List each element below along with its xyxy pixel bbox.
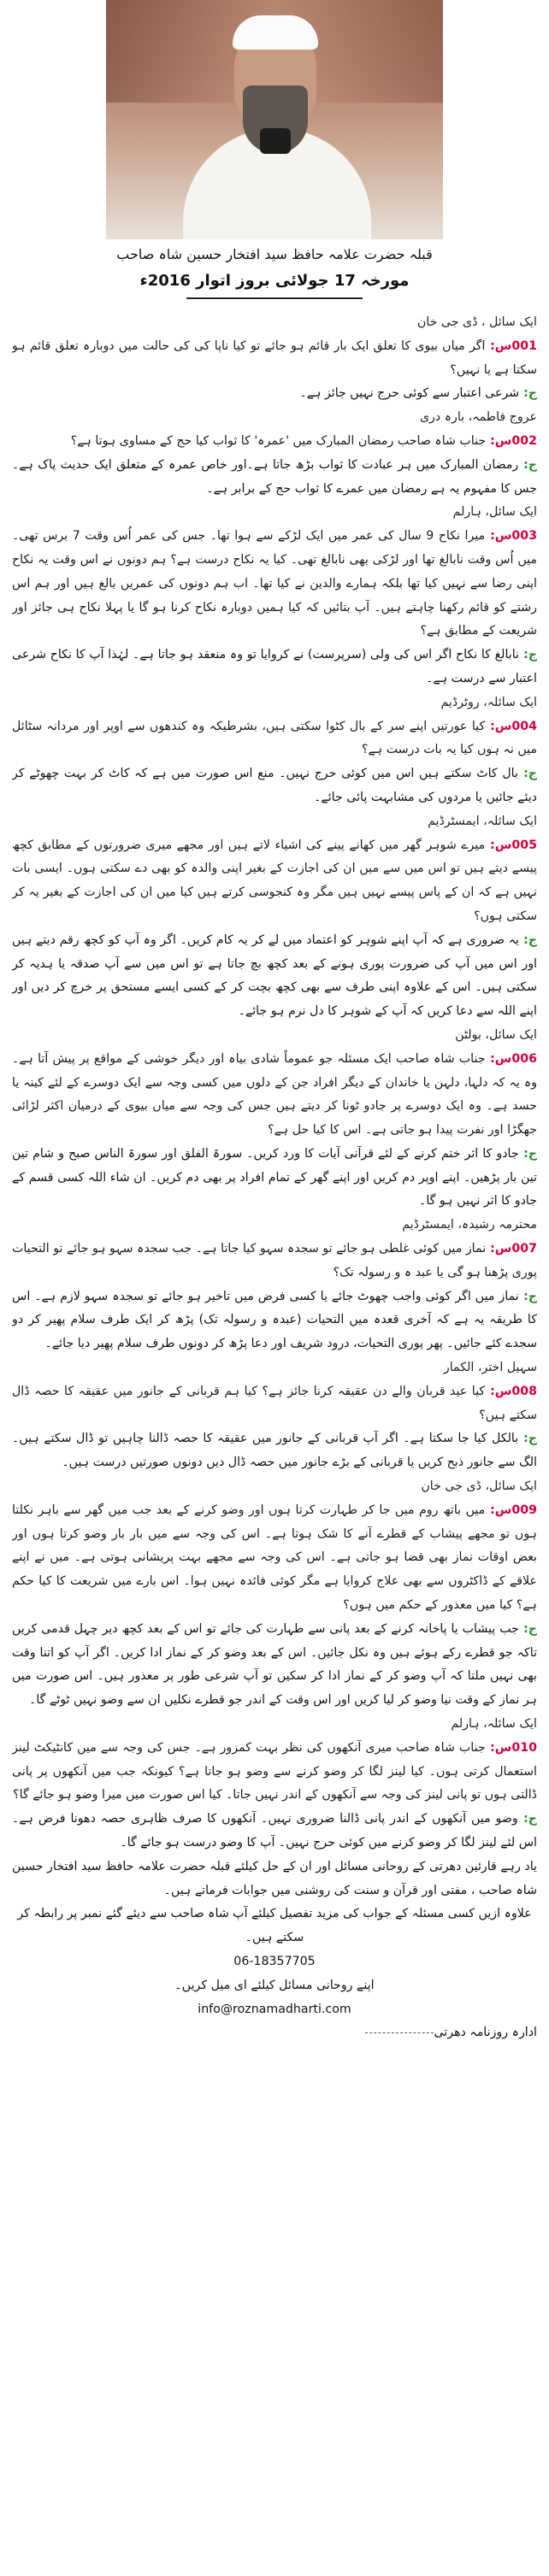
question-asker: ایک سائل، بولٹن [455,1027,537,1042]
answer: ج: نابالغ کا نکاح اگر اس کی ولی (سرپرست) نے کروایا تو وہ منعقد ہو جاتا ہے۔ لہٰذا آپ کا نکاح شرعی اعتبار سے درست ہے۔ [12,648,537,685]
question: 003س: میرا نکاح 9 سال کی عمر میں ایک لڑکے سے ہوا تھا۔ جس کی عمر اُس وقت 7 برس تھی۔ میں اُس وقت نابالغ تھا اور لڑکی بھی نابالغ تھی۔ کیا یہ نکاح درست ہے؟ ہم دونوں نے اس وقت یہ نکاح اپنی رضا سے نہیں کیا تھا بلکہ ہمارے والدین نے کیا تھا۔ اب ہم دونوں کی عمریں بالغ ہیں اور ہم اس رشتے کو قائم رکھنا چاہتے ہیں۔ آپ بتائیں کہ کیا ہمیں دوبارہ نکاح کرنا ہو گا یا پہلا نکاح ہی جائز اور شریعت کے مطابق ہے؟ [12,529,537,638]
question-text: اگر میاں بیوی کا تعلق ایک بار قائم ہو جائے تو کیا ناپا کی کی حالت میں دوبارہ تعلق قائم ہو سکتا ہے یا نہیں؟ [12,338,537,377]
question-number: 007 [511,1242,537,1256]
photo-cap [233,15,318,50]
photo-caption-name: قبلہ حضرت علامہ حافظ سید افتخار حسین شاہ صاحب [116,246,433,262]
answer-text: نماز میں اگر کوئی واجب چھوٹ جائے یا کسی فرض میں تاخیر ہو جائے تو سجدہ سہو لازم ہے۔ اس کا طریقہ یہ ہے کہ آخری قعدہ میں التحیات (عبدہ و رسولہ تک) پڑھ کر ایک طرف سلام پھیر کر دو سجدے کئے جائیں۔ پھر پوری التحیات، درود شریف اور دعا پڑھ کر دونوں طرف سلام پھیر دیا جائے۔ [12,1289,537,1351]
answer-text: یہ ضروری ہے کہ آپ اپنے شوہر کو اعتماد میں لے کر یہ کام کریں۔ اگر وہ آپ کو کچھ رقم دیتے ہیں اور اس میں آپ کی ضرورت پوری ہونے کے بعد کچھ بچ جاتا ہے تو اس میں سے آپ صدقہ یا ہدیہ کر سکتی ہیں۔ اس کے علاوہ اپنی طرف سے بھی کچھ بچت کر کے کسی ایسے مستحق پر خرچ کر دیں اور اپنے اللہ سے دعا کریں کہ آپ کے شوہر کا دل نرم ہو جائے۔ [12,932,537,1019]
question-number: 009 [511,1503,537,1517]
question-asker: عروج فاطمہ، بارہ دری [419,410,537,425]
question-asker: ایک سائل، ڈی جی خان [421,1479,537,1494]
question: 002س: جناب شاہ صاحب رمضان المبارک میں 'عمرہ' کا ثواب کیا حج کے مساوی ہوتا ہے؟ [70,433,537,448]
question-asker: سہیل اختر، الکمار [443,1361,537,1375]
question: 001س: اگر میاں بیوی کا تعلق ایک بار قائم ہو جائے تو کیا ناپا کی کی حالت میں دوبارہ تعلق قائم ہو سکتا ہے یا نہیں؟ [12,338,537,377]
question: 006س: جناب شاہ صاحب ایک مسئلہ جو عموماً شادی بیاہ اور دیگر خوشی کے مواقع پر پیش آتا ہے۔ وہ یہ کہ دلہا، دلہن یا خاندان کے دیگر افراد جن کے دلوں میں کسی وجہ سے ایک دوسرے کے لئے کینہ یا حسد ہے۔ وہ ایک دوسرے پر جادو ٹونا کر دیتے ہیں جس کی وجہ سے میاں بیوی کے درمیان اکثر لڑائی جھگڑا اور نفرت پیدا ہو جاتی ہے۔ اس کا کیا حل ہے؟ [12,1051,537,1138]
question-asker: محترمہ رشیدہ، ایمسٹرڈیم [402,1218,537,1232]
question-asker: ایک سائل ، ڈی جی خان [416,315,537,329]
portrait-photo [106,0,443,239]
question: 008س: کیا عید قربان والے دن عقیقہ کرنا جائز ہے؟ کیا ہم قربانی کے جانور میں عقیقہ کا حصہ ڈال سکتے ہیں؟ [12,1384,537,1422]
question-number: 003 [511,529,537,544]
question: 007س: نماز میں کوئی غلطی ہو جائے تو سجدہ سہو کیا جاتا ہے۔ جب سجدہ سہو ہو جائے تو التحیات پوری پڑھنا ہو گی یا عبد ہ و رسولہ تک؟ [12,1242,537,1279]
question-text: کیا عید قربان والے دن عقیقہ کرنا جائز ہے؟ کیا ہم قربانی کے جانور میں عقیقہ کا حصہ ڈال سکتے ہیں؟ [12,1384,537,1422]
question-text: میرا نکاح 9 سال کی عمر میں ایک لڑکے سے ہوا تھا۔ جس کی عمر اُس وقت 7 برس تھی۔ میں اُس وقت نابالغ تھا اور لڑکی بھی نابالغ تھی۔ کیا یہ نکاح درست ہے؟ ہم دونوں نے اس وقت یہ نکاح اپنی رضا سے نہیں کیا تھا بلکہ ہمارے والدین نے کیا تھا۔ اب ہم دونوں کی عمریں بالغ ہیں اور ہم اس رشتے کو قائم رکھنا چاہتے ہیں۔ آپ بتائیں کہ کیا ہمیں دوبارہ نکاح کرنا ہو گا یا پہلا نکاح ہی جائز اور شریعت کے مطابق ہے؟ [12,529,537,638]
question: 005س: میرے شوہر گھر میں کھانے پینے کی اشیاء لاتے ہیں اور مجھے میری ضرورتوں کے مطابق کچھ پیسے دیتے ہیں تو اس میں سے میں ان کی اجازت کے بغیر اپنی والدہ کو بھی دے سکتی ہوں۔ ایسی بات نہیں ہے کہ ان کے پاس پیسے نہیں ہیں مگر وہ کنجوسی کرتے ہیں کیا میں ان کی اجازت کے بغیر یہ کر سکتی ہوں؟ [12,838,537,923]
answer: ج: وضو میں آنکھوں کے اندر پانی ڈالنا ضروری نہیں۔ آنکھوں کا صرف ظاہری حصہ دھونا فرض ہے۔ اس لئے لینز لگا کر وضو کرنے میں کوئی حرج نہیں۔ آپ کا وضو درست ہو جائے گا۔ [12,1812,537,1850]
answer-text: رمضان المبارک میں ہر عبادت کا ثواب بڑھ جاتا ہے۔اور خاص عمرہ کے متعلق ایک حدیث پاک ہے۔جس کا مفہوم یہ ہے رمضان میں عمرے کا ثواب حج کے برابر ہے۔ [12,457,537,496]
footer-email-intro: اپنے روحانی مسائل کیلئے ای میل کریں۔ [174,1978,375,1992]
photo-caption-date: مورخہ 17 جولائی بروز اتوار 2016ء [139,272,410,290]
answer-text: جادو کا اثر ختم کرنے کے لئے قرآنی آیات کا ورد کریں۔ سورۃ الفلق اور سورۃ الناس صبح و شام تین تین بار پڑھیں۔ اپنے اوپر دم کریں اور اپنے گھر کے تمام افراد پر بھی دم کریں۔ ان شاء اللہ کسی قسم کے جادو کا اثر نہیں ہو گا۔ [12,1146,537,1209]
question-number: 004 [511,719,537,733]
question-asker: ایک سائلہ، ایمسٹرڈیم [428,814,537,828]
question: 009س: میں باتھ روم میں جا کر طہارت کرتا ہوں اور وضو کرنے کے بعد جب میں گھر سے باہر نکلتا ہوں تو مجھے پیشاب کے قطرے آنے کا شک ہوتا ہے۔ اس کی وجہ سے میں بار بار وضو کرتا ہوں اور بعض اوقات نماز بھی قضا ہو جاتی ہے۔ اس کی وجہ سے مجھے بہت پریشانی ہوتی ہے۔ میں نے اپنے علاقے کے ڈاکٹروں سے بھی علاج کروایا ہے مگر کوئی فائدہ نہیں ہوا۔ اس بارے میں شریعت کا کیا حکم ہے؟ کیا میں معذور کے حکم میں ہوں؟ [12,1503,537,1613]
footer-email-link[interactable]: info@roznamadharti.com [198,2002,351,2016]
question-number: 006 [511,1051,537,1066]
question-text: جناب شاہ صاحب ایک مسئلہ جو عموماً شادی بیاہ اور دیگر خوشی کے مواقع پر پیش آتا ہے۔ وہ یہ کہ دلہا، دلہن یا خاندان کے دیگر افراد جن کے دلوں میں کسی وجہ سے ایک دوسرے کے لئے کینہ یا حسد ہے۔ وہ ایک دوسرے پر جادو ٹونا کر دیتے ہیں جس کی وجہ سے میاں بیوی کے درمیان اکثر لڑائی جھگڑا اور نفرت پیدا ہو جاتی ہے۔ اس کا کیا حل ہے؟ [12,1051,537,1138]
answer: ج: جب پیشاب یا پاخانہ کرنے کے بعد پانی سے طہارت کی جائے تو اس کے بعد کچھ دیر چہل قدمی کریں تاکہ جو قطرے رکے ہوئے ہیں وہ نکل جائیں۔ اس کے بعد وضو کر کے نماز ادا کریں۔ اگر آپ کو اتنا وقت بھی نہیں ملتا کہ آپ وضو کر کے نماز ادا کر سکیں تو آپ شرعی طور پر معذور ہیں۔ اس صورت میں ہر نماز کے وقت نیا وضو کر لیا کریں اور اس وقت کے اندر جو قطرے نکلیں ان سے وضو نہیں ٹوٹے گا۔ [12,1621,537,1708]
footer-signature [12,2021,537,2045]
answer-text: جب پیشاب یا پاخانہ کرنے کے بعد پانی سے طہارت کی جائے تو اس کے بعد کچھ دیر چہل قدمی کریں تاکہ جو قطرے رکے ہوئے ہیں وہ نکل جائیں۔ اس کے بعد وضو کر کے نماز ادا کریں۔ اگر آپ کو اتنا وقت بھی نہیں ملتا کہ آپ وضو کر کے نماز ادا کر سکیں تو آپ شرعی طور پر معذور ہیں۔ اس صورت میں ہر نماز کے وقت نیا وضو کر لیا کریں اور اس وقت کے اندر جو قطرے نکلیں ان سے وضو نہیں ٹوٹے گا۔ [12,1621,537,1708]
answer-text: شرعی اعتبار سے کوئی حرج نہیں جائز ہے۔ [299,386,520,401]
answer: ج: یہ ضروری ہے کہ آپ اپنے شوہر کو اعتماد میں لے کر یہ کام کریں۔ اگر وہ آپ کو کچھ رقم دیتے ہیں اور اس میں آپ کی ضرورت پوری ہونے کے بعد کچھ بچ جاتا ہے تو اس میں سے آپ صدقہ یا ہدیہ کر سکتی ہیں۔ اس کے علاوہ اپنی طرف سے بھی کچھ بچت کر کے کسی ایسے مستحق پر خرچ کر دیں اور اپنے اللہ سے دعا کریں کہ آپ کے شوہر کا دل نرم ہو جائے۔ [12,932,537,1019]
question-text: جناب شاہ صاحب رمضان المبارک میں 'عمرہ' کا ثواب کیا حج کے مساوی ہوتا ہے؟ [70,433,487,448]
signature-text: ادارہ روزنامہ دھرتی [434,2026,537,2040]
answer: ج: نماز میں اگر کوئی واجب چھوٹ جائے یا کسی فرض میں تاخیر ہو جائے تو سجدہ سہو لازم ہے۔ اس کا طریقہ یہ ہے کہ آخری قعدہ میں التحیات (عبدہ و رسولہ تک) پڑھ کر ایک طرف سلام پھیر کر دو سجدے کئے جائیں۔ پھر پوری التحیات، درود شریف اور دعا پڑھ کر دونوں طرف سلام پھیر دیا جائے۔ [12,1289,537,1351]
question-text: میں باتھ روم میں جا کر طہارت کرتا ہوں اور وضو کرنے کے بعد جب میں گھر سے باہر نکلتا ہوں تو مجھے پیشاب کے قطرے آنے کا شک ہوتا ہے۔ اس کی وجہ سے میں بار بار وضو کرتا ہوں اور بعض اوقات نماز بھی قضا ہو جاتی ہے۔ اس کی وجہ سے مجھے بہت پریشانی ہوتی ہے۔ میں نے اپنے علاقے کے ڈاکٹروں سے بھی علاج کروایا ہے مگر کوئی فائدہ نہیں ہوا۔ اس بارے میں شریعت کا کیا حکم ہے؟ کیا میں معذور کے حکم میں ہوں؟ [12,1503,537,1613]
question-text: نماز میں کوئی غلطی ہو جائے تو سجدہ سہو کیا جاتا ہے۔ جب سجدہ سہو ہو جائے تو التحیات پوری پڑھنا ہو گی یا عبد ہ و رسولہ تک؟ [12,1242,537,1279]
answer: ج: شرعی اعتبار سے کوئی حرج نہیں جائز ہے۔ [299,386,537,401]
answer-text: نابالغ کا نکاح اگر اس کی ولی (سرپرست) نے کروایا تو وہ منعقد ہو جاتا ہے۔ لہٰذا آپ کا نکاح شرعی اعتبار سے درست ہے۔ [12,648,537,685]
answer-text: بالکل کیا جا سکتا ہے۔ اگر آپ قربانی کے جانور میں عقیقہ کا حصہ ڈالنا چاہیں تو ڈال سکتے ہیں۔ الگ سے جانور ذبح کریں یا قربانی کے بڑے جانور میں حصہ ڈال دیں دونوں صورتیں درست ہیں۔ [12,1432,537,1470]
answer: ج: بال کاٹ سکتے ہیں اس میں کوئی حرج نہیں۔ منع اس صورت میں ہے کہ کاٹ کر بہت چھوٹے کر دیئے جائیں یا مردوں کی مشابہت پائی جائے۔ [12,767,537,804]
question-number: 001 [511,338,537,353]
question-number: 008 [511,1384,537,1398]
answer: ج: جادو کا اثر ختم کرنے کے لئے قرآنی آیات کا ورد کریں۔ سورۃ الفلق اور سورۃ الناس صبح و شام تین تین بار پڑھیں۔ اپنے اوپر دم کریں اور اپنے گھر کے تمام افراد پر بھی دم کریں۔ ان شاء اللہ کسی قسم کے جادو کا اثر نہیں ہو گا۔ [12,1146,537,1209]
caption-underline [186,297,363,299]
footer-phone: 06-18357705 [233,1954,316,1968]
microphone-icon [260,128,291,154]
qa-article-body [12,311,537,2567]
question-number: 010 [511,1740,537,1755]
answer: ج: رمضان المبارک میں ہر عبادت کا ثواب بڑھ جاتا ہے۔اور خاص عمرہ کے متعلق ایک حدیث پاک ہے۔جس کا مفہوم یہ ہے رمضان میں عمرے کا ثواب حج کے برابر ہے۔ [12,457,537,496]
question-text: جناب شاہ صاحب میری آنکھوں کی نظر بہت کمزور ہے۔ جس کی وجہ سے میں کانٹیکٹ لینز استعمال کرتی ہوں۔ کیا لینز لگا کر وضو کرنے سے وضو ہو جاتا ہے؟ کیونکہ جب میں آنکھوں پر پانی ڈالتی ہوں تو پانی لینز کی وجہ سے آنکھوں کے اندر نہیں جاتا۔ کیا اس صورت میں میرا وضو ہو جائے گا؟ [12,1740,537,1803]
question-number: 005 [511,838,537,852]
question: 004س: کیا عورتیں اپنے سر کے بال کٹوا سکتی ہیں، بشرطیکہ وہ کندھوں سے اوپر اور مردانہ سٹائل میں نہ ہوں کیا یہ بات درست ہے؟ [12,719,537,757]
question-number: 002 [511,433,537,448]
footer-intro: یاد رہے قارئین دھرتی کے روحانی مسائل اور ان کے حل کیلئے قبلہ حضرت علامہ حافظ سید افتخار حسین شاہ صاحب ، مفتی اور قرآن و سنت کی روشنی میں جوابات فرماتے ہیں۔ [12,1859,537,1897]
signature-rule [365,2032,434,2033]
question-asker: ایک سائلہ، روٹرڈیم [440,695,537,709]
question: 010س: جناب شاہ صاحب میری آنکھوں کی نظر بہت کمزور ہے۔ جس کی وجہ سے میں کانٹیکٹ لینز استعمال کرتی ہوں۔ کیا لینز لگا کر وضو کرنے سے وضو ہو جاتا ہے؟ کیونکہ جب میں آنکھوں پر پانی ڈالتی ہوں تو پانی لینز کی وجہ سے آنکھوں کے اندر نہیں جاتا۔ کیا اس صورت میں میرا وضو ہو جائے گا؟ [12,1740,537,1803]
footer-contact-line: علاوہ ازیں کسی مسئلہ کے جواب کی مزید تفصیل کیلئے آپ شاہ صاحب سے دیئے گئے نمبر پر رابطہ کر سکتے ہیں۔ [17,1907,532,1945]
question-asker: ایک سائلہ، ہارلم [451,1717,537,1732]
question-asker: ایک سائل، ہارلم [452,505,537,520]
answer: ج: بالکل کیا جا سکتا ہے۔ اگر آپ قربانی کے جانور میں عقیقہ کا حصہ ڈالنا چاہیں تو ڈال سکتے ہیں۔ الگ سے جانور ذبح کریں یا قربانی کے بڑے جانور میں حصہ ڈال دیں دونوں صورتیں درست ہیں۔ [12,1432,537,1470]
question-text: میرے شوہر گھر میں کھانے پینے کی اشیاء لاتے ہیں اور مجھے میری ضرورتوں کے مطابق کچھ پیسے دیتے ہیں تو اس میں سے میں ان کی اجازت کے بغیر اپنی والدہ کو بھی دے سکتی ہوں۔ ایسی بات نہیں ہے کہ ان کے پاس پیسے نہیں ہیں مگر وہ کنجوسی کرتے ہیں کیا میں ان کی اجازت کے بغیر یہ کر سکتی ہوں؟ [12,838,537,923]
answer-text: بال کاٹ سکتے ہیں اس میں کوئی حرج نہیں۔ منع اس صورت میں ہے کہ کاٹ کر بہت چھوٹے کر دیئے جائیں یا مردوں کی مشابہت پائی جائے۔ [12,767,537,804]
answer-text: وضو میں آنکھوں کے اندر پانی ڈالنا ضروری نہیں۔ آنکھوں کا صرف ظاہری حصہ دھونا فرض ہے۔ اس لئے لینز لگا کر وضو کرنے میں کوئی حرج نہیں۔ آپ کا وضو درست ہو جائے گا۔ [12,1812,537,1850]
question-text: کیا عورتیں اپنے سر کے بال کٹوا سکتی ہیں، بشرطیکہ وہ کندھوں سے اوپر اور مردانہ سٹائل میں نہ ہوں کیا یہ بات درست ہے؟ [12,719,537,757]
